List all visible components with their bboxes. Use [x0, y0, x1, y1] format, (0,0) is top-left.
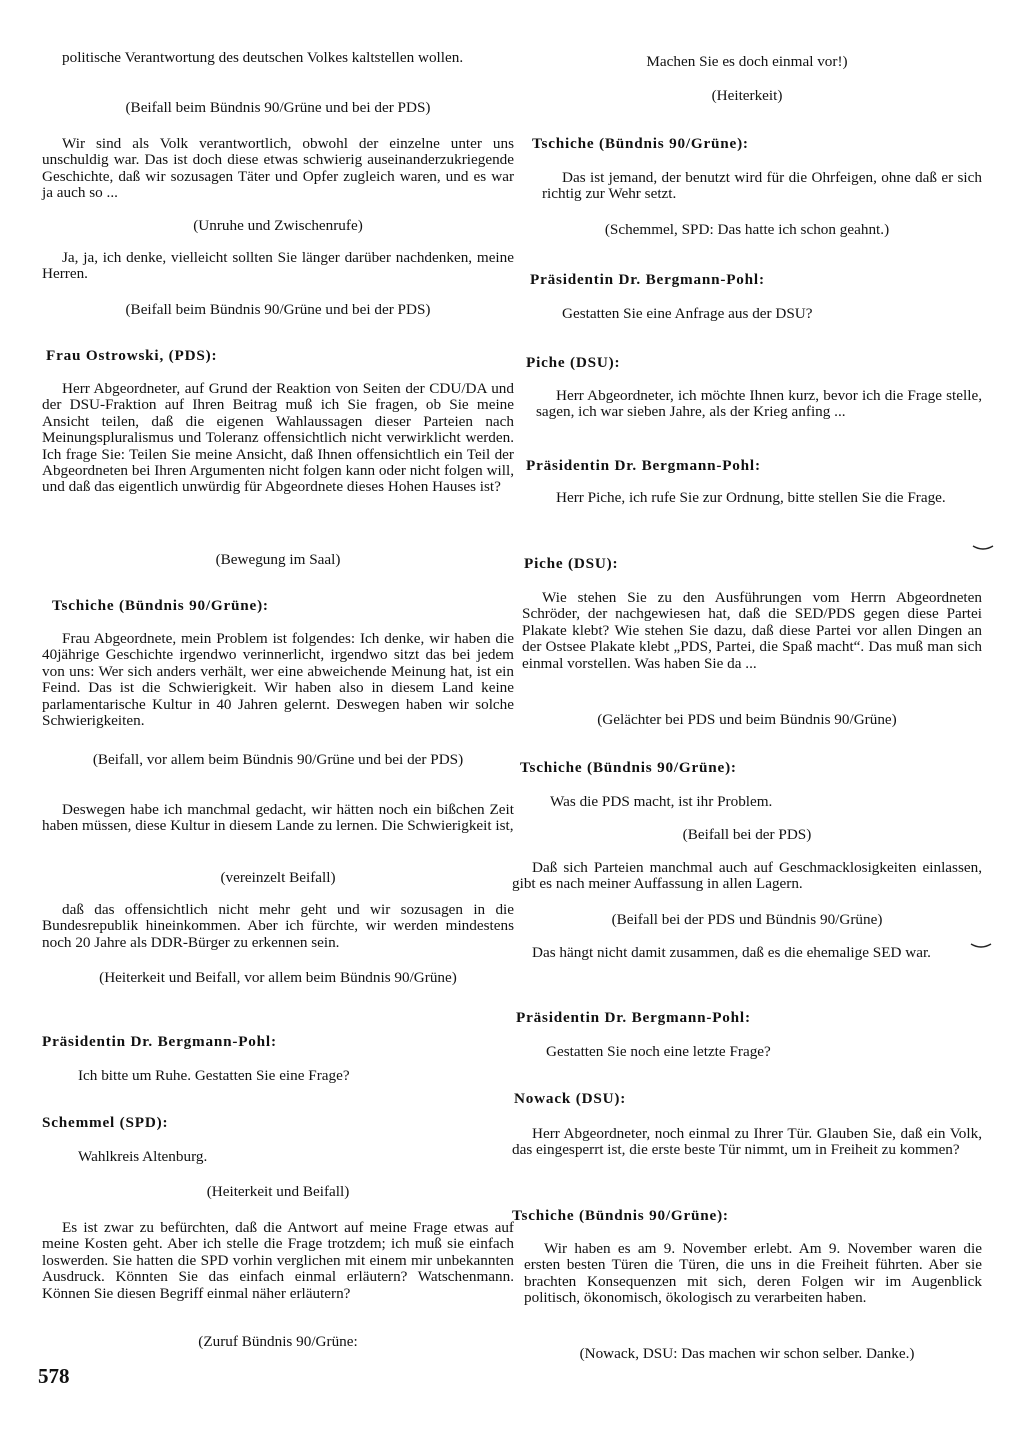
- stage-remark: (Beifall beim Bündnis 90/Grüne und bei der PDS): [125, 99, 431, 116]
- speech-paragraph: Ich bitte um Ruhe. Gestatten Sie eine Frage?: [78, 1067, 350, 1084]
- stage-remark: (Nowack, DSU: Das machen wir schon selber. Danke.): [579, 1345, 915, 1362]
- stage-remark: (Heiterkeit und Beifall, vor allem beim Bündnis 90/Grüne): [99, 969, 457, 986]
- speech-paragraph: Herr Abgeordneter, ich möchte Ihnen kurz, bevor ich die Frage stelle, sagen, ich war sieben Jahre, als der Krieg anfing ...: [536, 387, 982, 421]
- speech-paragraph: Was die PDS macht, ist ihr Problem.: [550, 793, 773, 810]
- speaker-heading: Präsidentin Dr. Bergmann-Pohl:: [530, 271, 765, 288]
- speech-paragraph: Gestatten Sie noch eine letzte Frage?: [546, 1043, 771, 1060]
- stage-remark: (Beifall beim Bündnis 90/Grüne und bei der PDS): [125, 301, 431, 318]
- speech-paragraph: Das hängt nicht damit zusammen, daß es die ehemalige SED war.: [532, 944, 931, 961]
- speech-paragraph: Wie stehen Sie zu den Ausführungen vom Herrn Abgeordneten Schröder, der nachgewiesen hat, daß die SED/PDS gegen diese Partei Plakate klebt? Wie stehen Sie dazu, daß diese Partei vor allen Dingen an der Ostsee Plakate klebt „PDS, Partei, die Spaß macht“. Das muß man sich einmal vorstellen. Was haben Sie da ...: [522, 589, 982, 672]
- stage-remark: (Heiterkeit und Beifall): [206, 1183, 350, 1200]
- speech-paragraph: Frau Abgeordnete, mein Problem ist folgendes: Ich denke, wir haben die 40jährige Geschichte irgendwo verinnerlicht, irgendwo sitzt das bei jedem von uns: Wer sich anders verhält, wer eine abweichende Meinung hat, ist ein Feind. Das ist die Schwierigkeit. Wir haben also in diesem Land keine parlamentarische Kultur in 40 Jahren gelernt. Deswegen haben wir solche Schwierigkeiten.: [42, 630, 514, 730]
- stage-remark: Machen Sie es doch einmal vor!): [646, 53, 848, 70]
- speaker-heading: Tschiche (Bündnis 90/Grüne):: [52, 597, 269, 614]
- speaker-heading: Piche (DSU):: [524, 555, 619, 572]
- stage-remark: (Bewegung im Saal): [215, 551, 341, 568]
- stage-remark: (Heiterkeit): [711, 87, 783, 104]
- speech-paragraph: Herr Abgeordneter, auf Grund der Reaktion von Seiten der CDU/DA und der DSU-Fraktion auf Ihren Beitrag muß ich Sie fragen, ob Sie meine Ansicht teilen, daß die eigenen Wahlaussagen dieser Parteien nach Meinungspluralismus und Toleranz offensichtlich nicht verwirklicht werden. Ich frage Sie: Teilen Sie meine Ansicht, daß Ihnen offensichtlich ein Teil der Abgeordneten bei Ihren Argumenten nicht folgen kann oder nicht folgen will, und daß das eigentlich unwürdig für Abgeordnete dieses Hohen Hauses ist?: [42, 380, 514, 496]
- stage-remark: (Gelächter bei PDS und beim Bündnis 90/Grüne): [597, 711, 897, 728]
- speaker-heading: Frau Ostrowski, (PDS):: [46, 347, 218, 364]
- speech-paragraph: politische Verantwortung des deutschen Volkes kaltstellen wollen.: [62, 49, 464, 66]
- speech-paragraph: Es ist zwar zu befürchten, daß die Antwort auf meine Frage etwas auf meine Kosten geht. Aber ich stelle die Frage trotzdem; ich muß sie einfach loswerden. Sie hatten die SPD vorhin verglichen mit einem mir unbekannten Ausdruck. Könnten Sie das einfach einmal erläutern? Watschenmann. Können Sie diesen Begriff einmal näher erläutern?: [42, 1219, 514, 1302]
- page-number: 578: [38, 1364, 70, 1388]
- speech-paragraph: Herr Piche, ich rufe Sie zur Ordnung, bitte stellen Sie die Frage.: [556, 489, 946, 506]
- speech-paragraph: Das ist jemand, der benutzt wird für die Ohrfeigen, ohne daß er sich richtig zur Wehr setzt.: [542, 169, 982, 203]
- speech-paragraph: Gestatten Sie eine Anfrage aus der DSU?: [562, 305, 813, 322]
- speaker-heading: Nowack (DSU):: [514, 1090, 627, 1107]
- speaker-heading: Piche (DSU):: [526, 354, 621, 371]
- speaker-heading: Präsidentin Dr. Bergmann-Pohl:: [42, 1033, 277, 1050]
- stage-remark: (Zuruf Bündnis 90/Grüne:: [198, 1333, 358, 1350]
- stage-remark: (Beifall bei der PDS): [682, 826, 812, 843]
- stage-remark: (Beifall, vor allem beim Bündnis 90/Grüne und bei der PDS): [92, 751, 464, 768]
- speaker-heading: Tschiche (Bündnis 90/Grüne):: [520, 759, 737, 776]
- speaker-heading: Präsidentin Dr. Bergmann-Pohl:: [526, 457, 761, 474]
- margin-mark: [970, 942, 992, 950]
- margin-mark: [972, 544, 994, 552]
- speaker-heading: Präsidentin Dr. Bergmann-Pohl:: [516, 1009, 751, 1026]
- speech-paragraph: Deswegen habe ich manchmal gedacht, wir hätten noch ein bißchen Zeit haben müssen, diese Kultur in diesem Lande zu lernen. Die Schwierigkeit ist,: [42, 801, 514, 835]
- speech-paragraph: Daß sich Parteien manchmal auch auf Geschmacklosigkeiten einlassen, gibt es nach meiner Auffassung in allen Lagern.: [512, 859, 982, 893]
- speaker-heading: Tschiche (Bündnis 90/Grüne):: [512, 1207, 729, 1224]
- stage-remark: (Schemmel, SPD: Das hatte ich schon geahnt.): [604, 221, 890, 238]
- speech-paragraph: daß das offensichtlich nicht mehr geht und wir sozusagen in die Bundesrepublik hineinkommen. Aber ich fürchte, wir werden mindestens noch 20 Jahre als DDR-Bürger zu erkennen sein.: [42, 901, 514, 951]
- speaker-heading: Tschiche (Bündnis 90/Grüne):: [532, 135, 749, 152]
- speaker-heading: Schemmel (SPD):: [42, 1114, 169, 1131]
- speech-paragraph: Wir sind als Volk verantwortlich, obwohl der einzelne unter uns unschuldig war. Das ist doch diese etwas schwierig auseinanderzukriegende Geschichte, daß wir sozusagen Täter und Opfer zugleich waren, und es war ja auch so ...: [42, 135, 514, 202]
- stage-remark: (Beifall bei der PDS und Bündnis 90/Grüne): [611, 911, 883, 928]
- stage-remark: (Unruhe und Zwischenrufe): [193, 217, 363, 234]
- speech-paragraph: Ja, ja, ich denke, vielleicht sollten Sie länger darüber nachdenken, meine Herren.: [42, 249, 514, 283]
- stage-remark: (vereinzelt Beifall): [220, 869, 336, 886]
- speech-paragraph: Wir haben es am 9. November erlebt. Am 9. November waren die ersten besten Türen die Türen, die uns in die Freiheit führten. Aber sie brachten Konsequenzen mit sich, deren Folgen wir im Augenblick politisch, ökonomisch, ökologisch zu verarbeiten haben.: [524, 1240, 982, 1307]
- speech-paragraph: Wahlkreis Altenburg.: [78, 1148, 208, 1165]
- speech-paragraph: Herr Abgeordneter, noch einmal zu Ihrer Tür. Glauben Sie, daß ein Volk, das eingesperrt ist, die erste beste Tür nimmt, um in Freiheit zu kommen?: [512, 1125, 982, 1159]
